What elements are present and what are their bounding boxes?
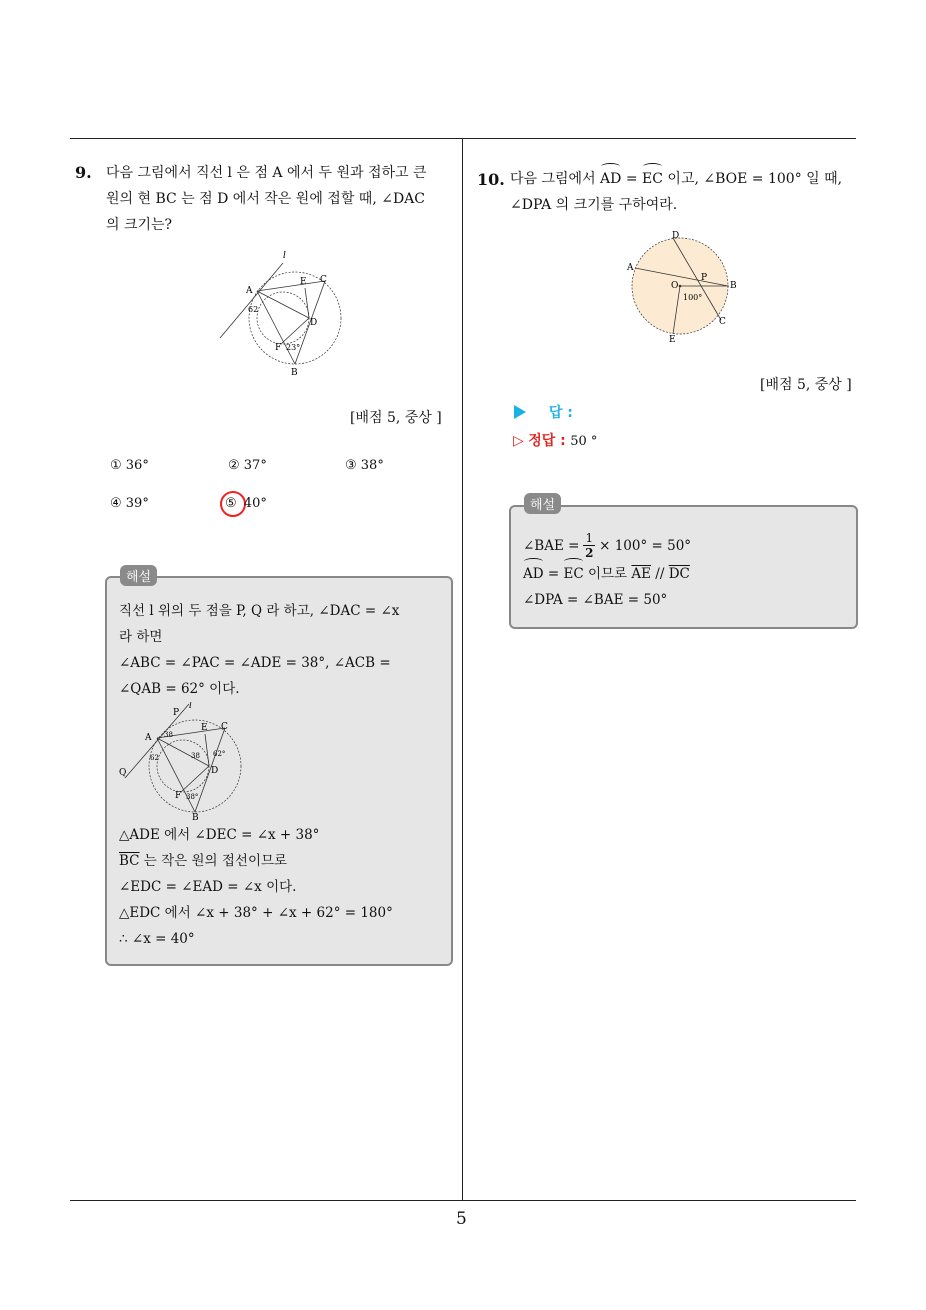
q9-sol-line-7: ∠EDC = ∠EAD = ∠x 이다.	[119, 879, 297, 895]
q10-question	[510, 166, 860, 218]
fig1-label-D: D	[310, 318, 318, 328]
q9-sol-line-5: △ADE 에서 ∠DEC = ∠x + 38°	[119, 827, 320, 843]
q9-number: 9.	[75, 163, 92, 182]
fig3-label-C: C	[719, 317, 726, 327]
q10-answer-label: 답 :	[548, 405, 573, 421]
q10-line-1-post: 이고, ∠BOE = 100° 일 때,	[662, 171, 843, 187]
q9-score: [배점 5, 중상 ]	[350, 410, 442, 426]
fig3-label-A: A	[627, 263, 634, 273]
q9-sol-line-2: 라 하면	[119, 629, 163, 645]
fig3-label-O: O	[671, 281, 679, 291]
q9-sol-line-8: △EDC 에서 ∠x + 38° + ∠x + 62° = 180°	[119, 905, 393, 921]
q10-correct-label: 정답 :	[528, 433, 566, 449]
q9-sol-line-6-rest: 는 작은 원의 접선이므로	[139, 853, 288, 869]
q10-correct-row	[513, 430, 597, 450]
q9-choice-4[interactable]: ④ 39°	[110, 496, 149, 511]
fig2-label-P: P	[173, 708, 180, 718]
q9-solution-tag: 해설	[120, 565, 157, 586]
fig1-label-B: B	[291, 368, 298, 378]
q10-score: [배점 5, 중상 ]	[760, 377, 852, 393]
q9-choice-5-mark: ⑤	[225, 496, 237, 511]
top-rule	[70, 138, 856, 139]
q10-sol-1-post: × 100° = 50°	[599, 537, 692, 554]
fig1-label-F: F	[275, 343, 282, 353]
q10-solution-tag: 해설	[524, 493, 561, 514]
q10-line-1	[510, 166, 860, 192]
q9-sol-line-3: ∠ABC = ∠PAC = ∠ADE = 38°, ∠ACB =	[119, 655, 391, 671]
fig2-label-D: D	[211, 766, 219, 776]
q9-sol-line-4: ∠QAB = 62° 이다.	[119, 681, 240, 697]
q10-sol-frac-den: 2	[585, 546, 594, 560]
q10-sol-fraction	[583, 531, 595, 560]
q9-choice-5[interactable]	[224, 496, 267, 511]
fig3-label-P: P	[701, 273, 708, 283]
fig2-label-l: l	[189, 702, 192, 711]
fig1-label-l: l	[283, 251, 286, 261]
q10-sol-arc-ad: AD	[523, 561, 544, 587]
q10-line-1-pre: 다음 그림에서	[510, 171, 601, 187]
fig2-label-Q: Q	[119, 768, 127, 778]
q10-line-2: ∠DPA 의 크기를 구하여라.	[510, 197, 678, 213]
q10-number: 10.	[477, 170, 505, 189]
fig2-label-C: C	[221, 722, 228, 732]
fig2-label-E: E	[201, 723, 208, 733]
q10-arc-ec: EC	[642, 166, 663, 192]
q10-sol-line-1	[523, 531, 691, 560]
q9-choice-5-value: 40°	[243, 496, 267, 511]
q10-correct-value: 50 °	[570, 434, 598, 449]
q10-sol-1-pre: ∠BAE =	[523, 537, 580, 554]
fig1-label-C: C	[320, 275, 327, 285]
q10-sol-frac-num: 1	[585, 531, 594, 545]
q9-solution-figure	[117, 702, 247, 820]
fig1-label-A: A	[246, 286, 253, 296]
q9-choice-3[interactable]: ③ 38°	[345, 458, 384, 473]
q9-choice-1[interactable]: ① 36°	[110, 458, 149, 473]
bottom-rule	[70, 1200, 856, 1201]
q9-sol-line-6	[119, 848, 287, 874]
fig2-label-38c: 38°	[186, 793, 199, 801]
q9-line-3: 의 크기는?	[106, 217, 173, 233]
fig3-label-100: 100°	[683, 293, 703, 302]
page-number: 5	[456, 1209, 467, 1229]
fig1-label-62: 62	[248, 305, 259, 314]
q10-sol-2-mid: 이므로	[583, 566, 632, 582]
q9-choice-2[interactable]: ② 37°	[228, 458, 267, 473]
q10-sol-line-3: ∠DPA = ∠BAE = 50°	[523, 592, 668, 608]
q9-sol-line-1: 직선 l 위의 두 점을 P, Q 라 하고, ∠DAC = ∠x	[119, 603, 400, 619]
q10-sol-arc-ec: EC	[563, 561, 583, 587]
q9-sol-bc: $\overline{BC}$	[119, 853, 140, 869]
correct-arrow-icon: ▷	[513, 433, 524, 449]
fig2-label-38a: 38	[164, 731, 173, 739]
fig3-label-B: B	[730, 281, 737, 291]
fig1-label-23: 23°	[286, 343, 301, 352]
fig2-label-A: A	[145, 733, 152, 743]
column-divider	[462, 139, 463, 1201]
fig2-label-38b: 38	[191, 752, 200, 760]
q10-sol-2-par: //	[651, 566, 669, 582]
fig3-label-D: D	[672, 231, 680, 241]
fig2-label-F: F	[175, 791, 182, 801]
fig2-label-62deg: 62°	[213, 750, 226, 758]
q10-sol-line-2	[523, 561, 690, 587]
q10-sol-2-eq: =	[543, 566, 564, 582]
q9-figure	[215, 248, 345, 378]
q10-line-1-eq: =	[621, 171, 643, 187]
q10-solution-box	[509, 505, 858, 629]
q10-sol-ae: $\overline{AE}$	[631, 566, 651, 582]
q9-solution-box	[105, 576, 453, 966]
q9-line-1: 다음 그림에서 직선 l 은 점 A 에서 두 원과 접하고 큰	[106, 165, 427, 181]
q9-line-2: 원의 현 BC 는 점 D 에서 작은 원에 접할 때, ∠DAC	[106, 191, 425, 207]
q9-question	[106, 160, 456, 238]
q9-sol-line-9: ∴ ∠x = 40°	[119, 931, 195, 947]
fig2-label-62: 62	[150, 754, 159, 762]
answer-arrow-icon	[514, 405, 526, 419]
q10-sol-dc: $\overline{DC}$	[668, 566, 690, 582]
q10-arc-ad: AD	[600, 166, 621, 192]
q10-figure	[625, 228, 745, 346]
fig1-label-E: E	[300, 277, 307, 287]
fig2-label-B: B	[192, 813, 199, 820]
fig3-label-E: E	[669, 335, 676, 345]
q10-answer-row[interactable]	[514, 402, 573, 422]
